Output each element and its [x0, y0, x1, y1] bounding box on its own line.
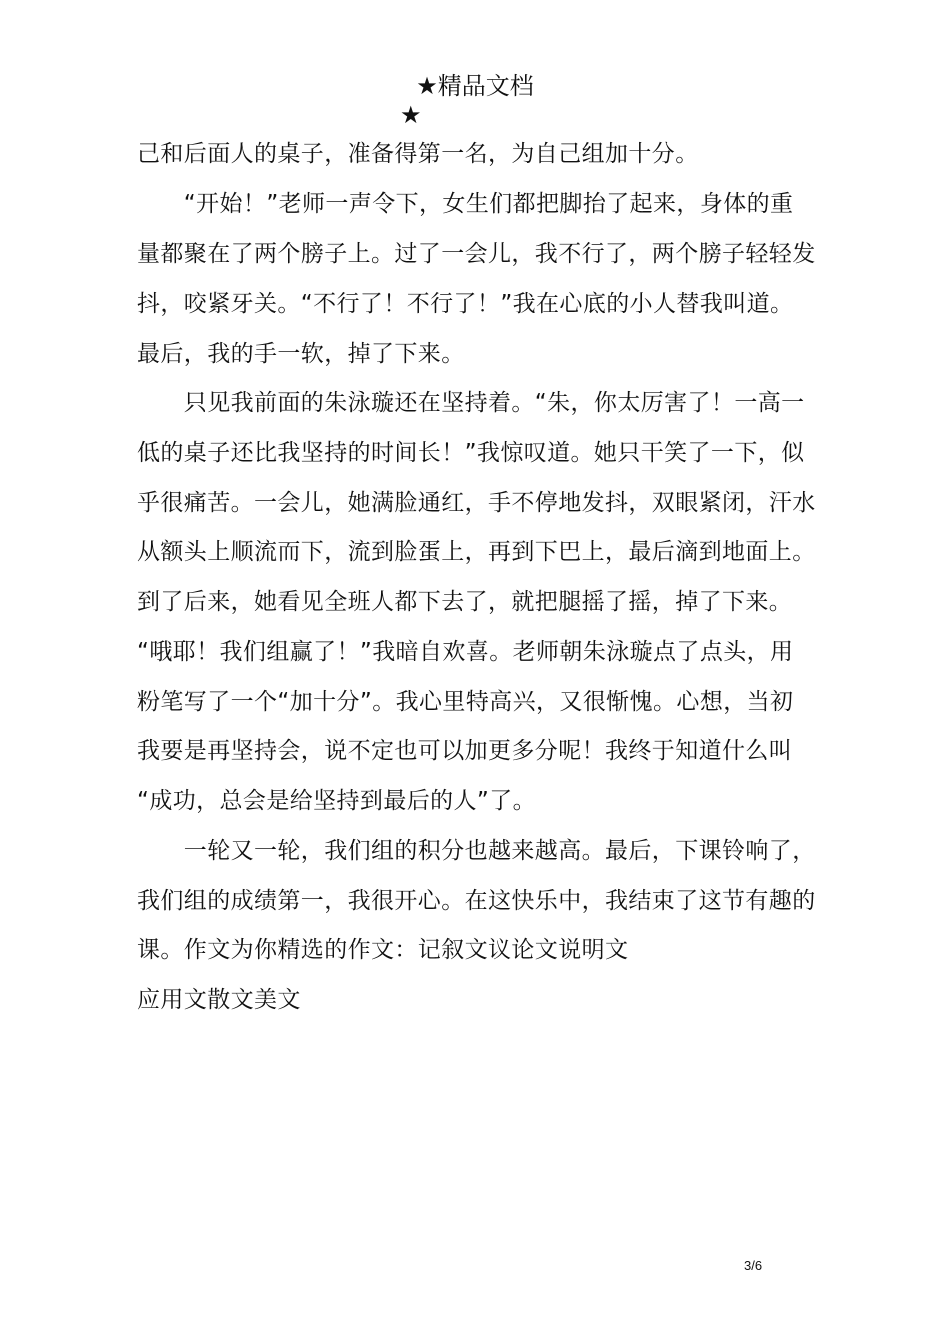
text-line: 我们组的成绩第一，我很开心。在这快乐中，我结束了这节有趣的: [137, 888, 816, 914]
text-line: “开始！”老师一声令下，女生们都把脚抬了起来，身体的重: [137, 191, 794, 217]
text-line: 乎很痛苦。一会儿，她满脸通红，手不停地发抖，双眼紧闭，汗水: [137, 490, 816, 516]
text-line: 只见我前面的朱泳璇还在坚持着。“朱，你太厉害了！一高一: [137, 390, 805, 416]
text-line: 到了后来，她看见全班人都下去了，就把腿摇了摇，掉了下来。: [137, 589, 793, 615]
text-line: “成功，总会是给坚持到最后的人”了。: [137, 788, 537, 814]
text-line: 从额头上顺流而下，流到脸蛋上，再到下巴上，最后滴到地面上。: [137, 539, 816, 565]
text-line: 我要是再坚持会，说不定也可以加更多分呢！我终于知道什么叫: [137, 738, 793, 764]
text-line: 课。作文为你精选的作文：记叙文议论文说明文: [137, 937, 629, 963]
text-line: 一轮又一轮，我们组的积分也越来越高。最后，下课铃响了，: [137, 838, 816, 864]
text-line: 低的桌子还比我坚持的时间长！”我惊叹道。她只干笑了一下，似: [137, 440, 805, 466]
page-header-title: ★精品文档: [416, 72, 534, 100]
star-icon: ★: [400, 101, 422, 129]
text-line: 最后，我的手一软，掉了下来。: [137, 341, 465, 367]
page-number: 3/6: [744, 1258, 763, 1273]
text-line: 己和后面人的桌子，准备得第一名，为自己组加十分。: [137, 141, 699, 167]
text-line: 粉笔写了一个“加十分”。我心里特高兴，又很惭愧。心想，当初: [137, 689, 794, 715]
text-line: 量都聚在了两个膀子上。过了一会儿，我不行了，两个膀子轻轻发: [137, 241, 816, 267]
text-line: “哦耶！我们组赢了！”我暗自欢喜。老师朝朱泳璇点了点头，用: [137, 639, 794, 665]
text-line: 应用文散文美文: [137, 987, 301, 1013]
text-line: 抖，咬紧牙关。“不行了！不行了！”我在心底的小人替我叫道。: [137, 291, 794, 317]
